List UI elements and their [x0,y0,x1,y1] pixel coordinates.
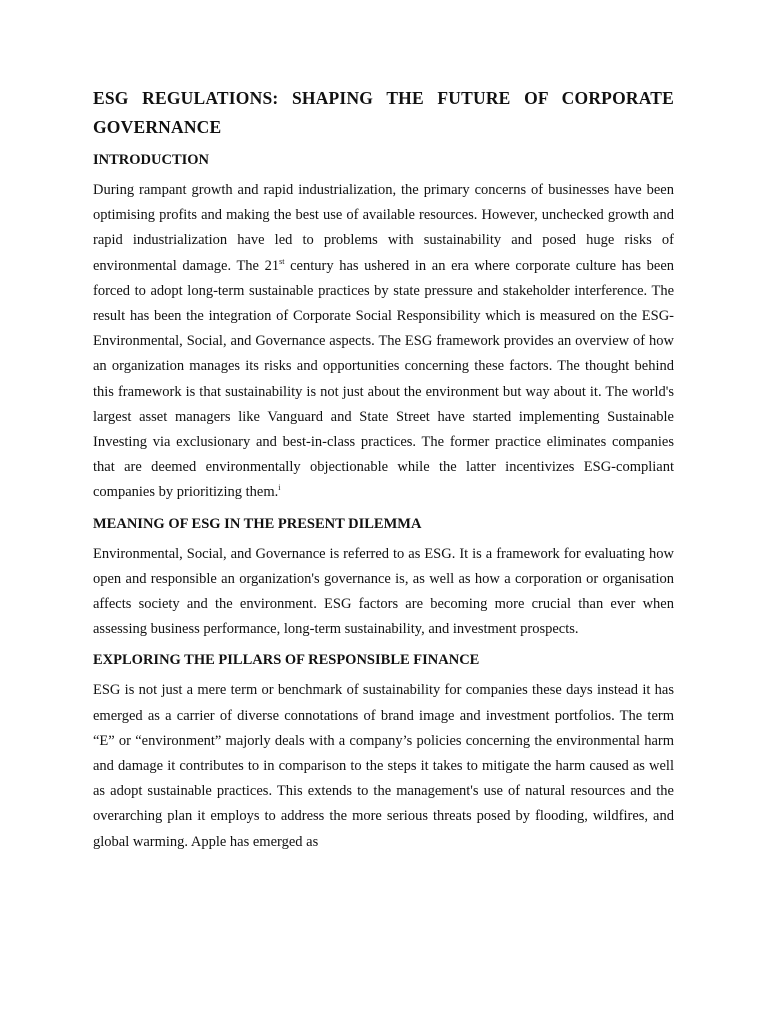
meaning-of-esg-paragraph: Environmental, Social, and Governance is referred to as ESG. It is a framework for evaluating how open and responsible an organization's governance is, as well as how a corporation or organisation affects society and the environment. ESG factors are becoming more crucial than ever when assessing business performance, long-term sustainability, and investment prospects. [93,545,674,638]
pillars-paragraph: ESG is not just a mere term or benchmark of sustainability for companies these days instead it has emerged as a carrier of diverse connotations of brand image and investment portfolios. The term “E” or “environment” majorly deals with a company’s policies concerning the environmental harm and damage it contributes to in comparison to the steps it takes to mitigate the harm caused as well as adopt sustainable practices. This extends to the management's use of natural resources and the overarching plan it employs to address the more serious threats posed by flooding, wildfires, and global warming. Apple has emerged as [93,682,674,850]
document-title: ESG REGULATIONS: SHAPING THE FUTURE OF CORPORATE GOVERNANCE [93,88,674,137]
introduction-text-part2: century has ushered in an era where corporate culture has been forced to adopt long-term sustainable practices by state pressure and stakeholder interference. The result has been the integration of Corporate Social Responsibility which is measured on the ESG- Environmental, Social, and Governance aspects. The ESG framework provides an overview of how an organization manages its risks and opportunities concerning these factors. The thought behind this framework is that sustainability is not just about the environment but way about it. The world's largest asset managers like Vanguard and State Street have started implementing Sustainable Investing via exclusionary and best-in-class practices. The former practice eliminates companies that are deemed environmentally objectionable while the latter incentivizes ESG-compliant companies by prioritizing them. [93,257,675,501]
ordinal-superscript: st [279,256,285,266]
introduction-text-part1: During rampant growth and rapid industrialization, the primary concerns of businesses have been optimising profits and making the best use of available resources. However, unchecked growth and rapid industrialization have led to problems with sustainability and posed huge risks of environmental damage. The 21 [93,182,674,274]
section-heading-meaning-of-esg: MEANING OF ESG IN THE PRESENT DILEMMA [93,515,422,532]
document-page [93,84,674,863]
introduction-paragraph [93,178,674,506]
section-heading-pillars: EXPLORING THE PILLARS OF RESPONSIBLE FINANCE [93,652,480,669]
section-heading-introduction: INTRODUCTION [93,152,210,168]
footnote-marker: i [278,483,281,493]
